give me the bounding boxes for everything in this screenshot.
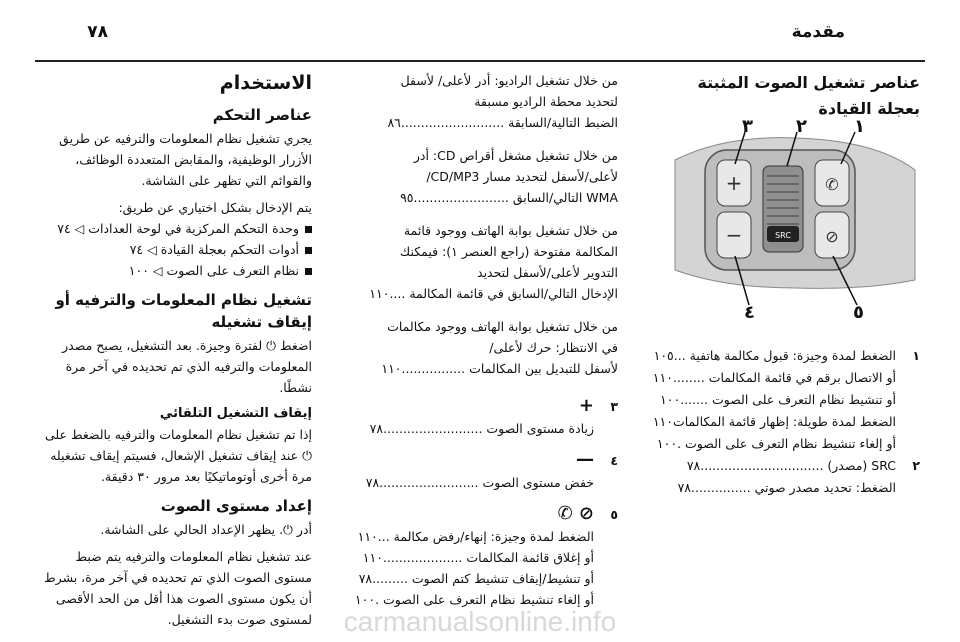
bullet-item: نظام التعرف على الصوت ◁ ١٠٠ [40,260,312,281]
callout-4: ٤ [744,302,755,323]
svg-text:⊘: ⊘ [825,227,839,246]
svg-text:−: − [725,223,743,247]
cd-entry: من خلال تشغيل مشغل أقراص CD: أدر لأعلى/لأسفل لتحديد مسار CD/MP3/ WMA التالي/السابق ........................ ٩٥ [400,148,618,205]
callout-1: ١ [854,116,865,137]
legend-item-2: ٢ SRC (مصدر) ............................... ٧٨ الضغط: تحديد مصدر صوتي ............... ٧٨ [677,458,920,495]
auto-off-subtitle: إيقاف التشغيل التلقائي [159,406,312,421]
plus-icon: + [578,395,594,416]
power-paragraph: اضغط ⏻ لفترة وجيزة. بعد التشغيل، يصبح مصدر المعلومات والترفيه الذي تم تحديده في آخر مرة نشطًا. [62,338,312,395]
power-subtitle: تشغيل نظام المعلومات والترفيه أو إيقاف تشغيله [55,291,312,331]
auto-off-paragraph: إذا تم تشغيل نظام المعلومات والترفيه بالضغط على ⏻ عند إيقاف تشغيل الإشعال، فسيتم إيقاف تشغيله مرة أخرى أوتوماتيكيًا بعد مرور ٣٠ دقيقة. [45,427,312,484]
mute-phone-icon: ⊘ ✆ [557,503,594,524]
page-header [0,0,960,62]
page-number: ٧٨ [87,22,108,42]
src-label: SRC [775,231,791,240]
usage-title: الاستخدام [219,72,312,94]
callout-3: ٣ [742,116,753,137]
phone-waiting-entry: من خلال تشغيل بوابة الهاتف ووجود مكالمات في الانتظار: حرك لأعلى/ لأسفل للتبديل بين المكالمات ................ ١١٠ [381,319,618,376]
radio-entry: من خلال تشغيل الراديو: أدر لأعلى/ لأسفل لتحديد محطة الراديو مسبقة الضبط التالية/السابقة .......................... ٨٦ [387,73,618,130]
header-rule [35,60,925,62]
legend-item-1: ١ الضغط لمدة وجيزة: قبول مكالمة هاتفية ... ١٠٥ أو الاتصال برقم في قائمة المكالمات ........ ١١٠ أو تنشيط نظام التعرف على الصوت ....... ١٠٠ الضغط لمدة طويلة: إظهار قائمة المكالمات ١١٠ أو إلغاء تنشيط نظام التعرف على الصوت . ١٠٠ [652,348,920,451]
item-4: ٤ — خفض مستوى الصوت ......................... ٧٨ [365,449,618,490]
svg-text:+: + [725,171,743,195]
input-paragraph: يتم الإدخال بشكل اختياري عن طريق: [118,200,312,215]
section-title: مقدمة [791,22,845,42]
minus-icon: — [576,449,594,470]
item-5: ٥ ⊘ ✆ الضغط لمدة وجيزة: إنهاء/رفض مكالمة ... ١١٠ أو إغلاق قائمة المكالمات .................... ١١٠ أو تنشيط/إيقاف تنشيط كتم الصوت ......... ٧٨ أو إلغاء تنشيط نظام التعرف على الصوت . ١٠٠ [354,503,618,607]
volume-paragraph: أدر ⏻. يظهر الإعداد الحالي على الشاشة. [100,522,312,537]
controls-subtitle: عناصر التحكم [212,106,312,124]
steering-wheel-figure [665,116,920,330]
item-3: ٣ + زيادة مستوى الصوت ......................... ٧٨ [369,395,618,436]
watermark: carmanualsonline.info [343,606,617,637]
steering-wheel-illustration [665,130,920,330]
volume-subtitle: إعداد مستوى الصوت [160,497,312,515]
phone-list-entry: من خلال تشغيل بوابة الهاتف ووجود قائمة المكالمة مفتوحة (راجع العنصر ١): فيمكنك التدوير لأعلى/لأسفل لتحديد الإدخال التالي/السابق في قائمة المكالمة .... ١١٠ [369,223,618,301]
callout-2: ٢ [796,116,807,137]
bullet-item: وحدة التحكم المركزية في لوحة العدادات ◁ ٧٤ [40,218,312,239]
bullet-item: أدوات التحكم بعجلة القيادة ◁ ٧٤ [40,239,312,260]
left-column [40,70,312,630]
right-column [665,70,920,128]
svg-text:✆: ✆ [825,175,839,194]
middle-column [354,70,618,610]
controls-legend [652,345,920,499]
volume-startup-paragraph: عند تشغيل نظام المعلومات والترفيه يتم ضبط مستوى الصوت الذي تم تحديده في آخر مرة، بشرط أن يكون مستوى الصوت هذا أقل من الحد الأقصى لمستوى صوت بدء التشغيل. [44,549,312,627]
callout-5: ٥ [853,302,864,323]
steering-controls-title: عناصر تشغيل الصوت المثبتة بعجلة القيادة [697,73,920,118]
controls-paragraph: يجري تشغيل نظام المعلومات والترفيه عن طريق الأزرار الوظيفية، والمقابض المتعددة الوظائف، والقوائم التي تظهر على الشاشة. [59,131,312,188]
